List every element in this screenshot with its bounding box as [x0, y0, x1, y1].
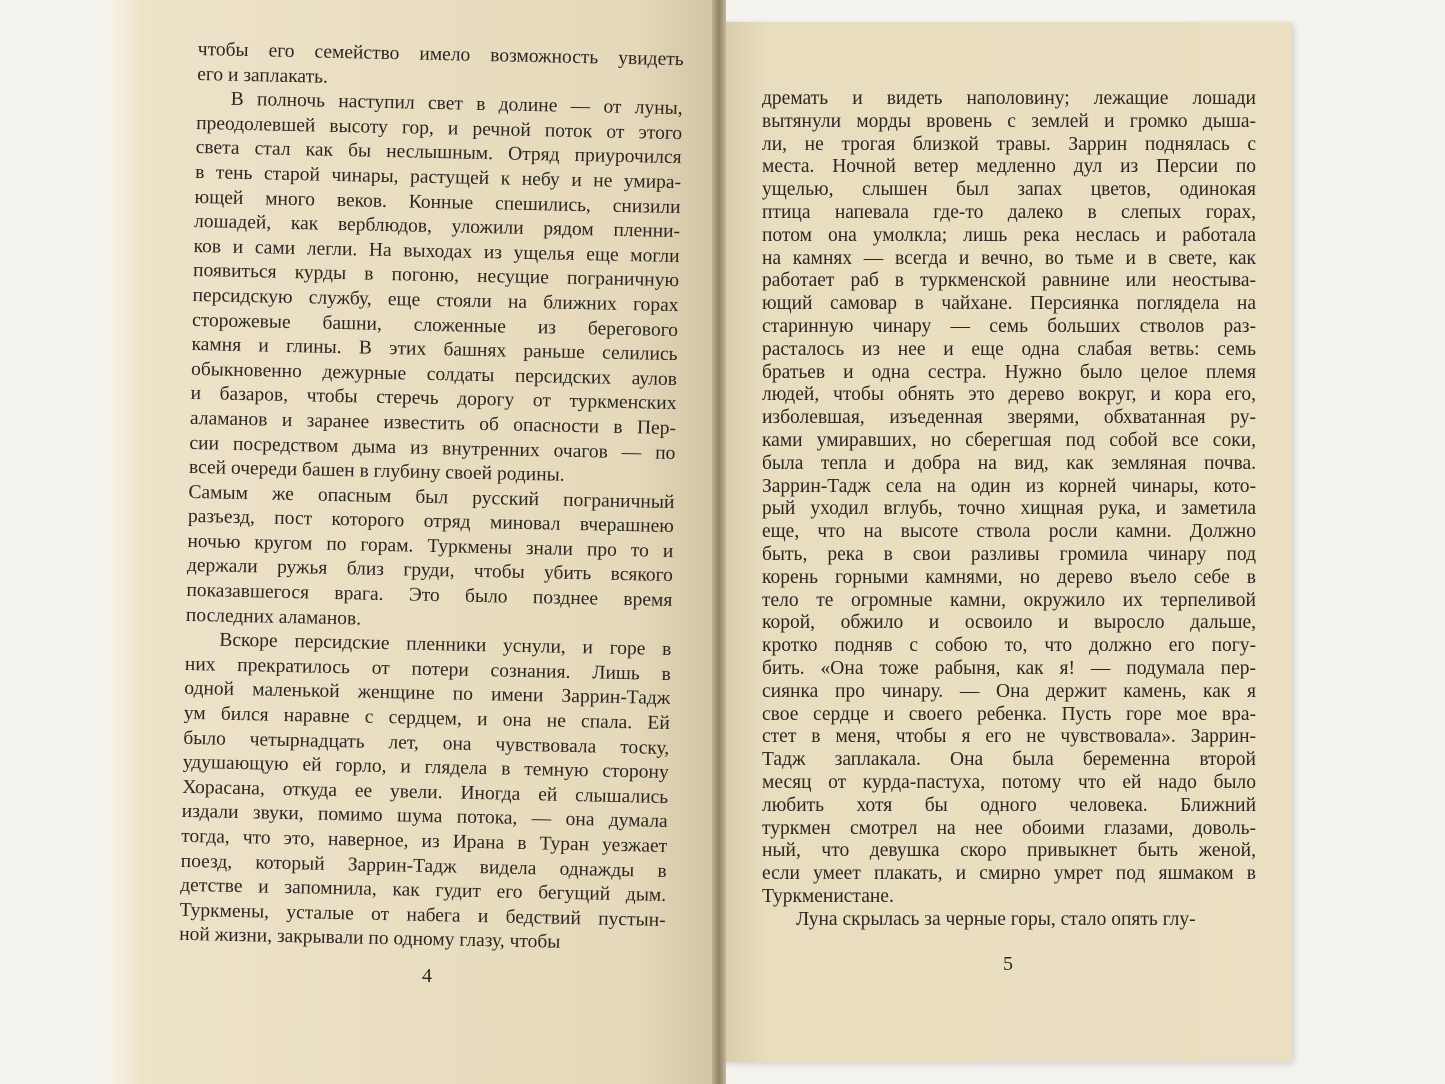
text-line: камня и глины. В этих башнях раньше селились: [191, 334, 678, 366]
text-line: обыкновенно дежурные солдаты персидских аулов: [190, 358, 678, 390]
text-line: последних аламанов.: [185, 604, 362, 630]
text-line: его и заплакать.: [197, 63, 329, 88]
text-line: расталось из нее и еще одна слабая ветвь: семь: [762, 338, 1256, 360]
text-line: птица напевала где-то далеко в слепых горах,: [762, 201, 1256, 223]
text-line: вытянули морды вровень с землей и громко дыша-: [762, 110, 1256, 132]
text-line: показавшегося врага. Это было позднее время: [186, 579, 673, 612]
text-line: ум бился наравне с сердцем, и она не спала. Ей: [183, 702, 670, 735]
text-line: любить хотя бы одного человека. Ближний: [762, 794, 1256, 816]
text-line: ущелью, слышен был запах цветов, одинокая: [762, 179, 1256, 201]
text-line: Туркменистане.: [762, 885, 894, 907]
text-line: персидскую службу, еще стояли на ближних горах: [192, 284, 679, 317]
text-line: Тадж заплакала. Она была беременна второй: [762, 749, 1256, 771]
text-line: дремать и видеть наполовину; лежащие лошади: [762, 88, 1256, 109]
text-line: ли, не трогая близкой травы. Заррин поднялась с: [762, 133, 1256, 155]
text-line: Вскоре персидские пленники уснули, и горе в: [219, 629, 672, 661]
text-line: держали ружья близ груди, чтобы убить всякого: [186, 555, 674, 587]
text-line: всей очереди башен в глубину своей родины.: [188, 457, 565, 486]
text-line: ками умиравших, но сберегшая под собой все соки,: [762, 429, 1256, 451]
text-line: ночью кругом по горам. Туркмены знали про то и: [187, 530, 674, 562]
text-line: людей, чтобы обнять это дерево вокруг, и кора его,: [762, 384, 1256, 406]
text-line: света стал как бы неслышным. Отряд приурочился: [195, 137, 682, 169]
text-line: месяц от курда-пастуха, потому что ей надо было: [762, 771, 1256, 793]
text-line: Луна скрылась за черные горы, стало опять глу-: [796, 908, 1196, 930]
text-line: работает раб в туркменской равнине или неостыва-: [762, 270, 1256, 292]
text-line: ный, что девушка скоро привыкнет быть женой,: [762, 840, 1256, 862]
text-line: бить. «Она тоже рабыня, как я! — подумала пер-: [762, 657, 1256, 679]
text-line: сторожевые башни, сложенные из берегового: [191, 309, 679, 341]
text-line: в тень старой чинары, растущей к небу и не умира-: [194, 161, 682, 194]
text-line: Хорасана, откуда ее увели. Иногда ей слышались: [182, 776, 669, 808]
text-line: старинную чинару — семь больших стволов раз-: [762, 315, 1256, 337]
text-line: поезд, который Заррин-Тадж видела однажды в: [180, 850, 667, 882]
text-line: потом она умолкла; лишь река неслась и работала: [762, 224, 1256, 246]
text-line: изболевшая, изъеденная зверями, обхватанная ру-: [762, 407, 1256, 429]
text-line: ков и сами легли. На выходах из ущелья еще могли: [193, 235, 680, 267]
left-page-text: [179, 38, 684, 958]
text-line: корой, обжило и освоило и выросло дальше,: [762, 612, 1256, 634]
text-line: и базаров, чтобы стеречь дорогу от туркменских: [190, 383, 677, 415]
text-line: на камнях — всегда и вечно, во тьме и в свете, как: [762, 247, 1256, 269]
text-line: удушающую ей горло, и глядела в темную сторону: [182, 752, 669, 784]
text-line: разъезд, пост которого отряд миновал вчерашнею: [187, 506, 675, 538]
text-line: одной маленькой женщине по имени Заррин-Тадж: [184, 678, 671, 710]
text-line: места. Ночной ветер медленно дул из Персии по: [762, 156, 1256, 178]
text-line: стет в меня, чтобы я его не чувствовала». Заррин-: [762, 726, 1256, 748]
text-line: братьев и одна сестра. Нужно было целое племя: [762, 361, 1256, 383]
text-line: было четырнадцать лет, она чувствовала тоску,: [183, 727, 670, 759]
text-line: быть, река в свои разливы громила чинару под: [762, 543, 1256, 565]
text-line: еще, что на высоте ствола росли камни. Должно: [762, 521, 1256, 543]
text-line: рый уходил вглубь, точно хищная рука, и заметила: [762, 498, 1256, 520]
page-number-right: 5: [1003, 953, 1013, 975]
text-line: детстве и запомнила, как гудит его бегущий дым.: [180, 875, 667, 907]
text-line: Заррин-Тадж села на один из корней чинары, кото-: [762, 475, 1256, 497]
text-line: туркмен смотрел на нее обоими глазами, доволь-: [762, 817, 1256, 839]
text-line: В полночь наступил свет в долине — от луны,: [230, 88, 683, 120]
text-line: тогда, что это, наверное, из Ирана в Туран уезжает: [181, 825, 668, 858]
text-line: если умеет плакать, и смирно умрет под яшмаком в: [762, 863, 1256, 885]
text-line: них прекратилось от потери сознания. Лишь в: [184, 653, 671, 685]
text-line: Самым же опасным был русский пограничный: [188, 481, 675, 513]
page-number-left: 4: [422, 965, 432, 987]
text-line: появиться курды в погоню, несущие пограничную: [192, 260, 680, 292]
text-line: свое сердце и своего ребенка. Пусть горе мое вра-: [762, 703, 1256, 725]
text-line: корень горными камнями, но дерево въело себе в: [762, 566, 1256, 588]
text-line: кротко подняв с собою то, что должно его погу-: [762, 635, 1256, 657]
text-line: сии посредством дыма из внутренних очагов — по: [189, 432, 676, 464]
right-page-text: [762, 88, 1256, 931]
text-line: была тепла и добра на вид, как земляная почва.: [762, 452, 1256, 474]
text-line: лошадей, как верблюдов, уложили рядом пленни-: [193, 211, 681, 243]
text-line: Туркмены, усталые от набега и бедствий пустын-: [179, 899, 666, 931]
text-line: ющий самовар в чайхане. Персиянка поглядела на: [762, 293, 1256, 315]
text-line: чтобы его семейство имело возможность увидеть: [197, 38, 684, 71]
text-line: тело те огромные камни, окружило их терпеливой: [762, 589, 1256, 611]
text-line: издали звуки, помимо шума потока, — она думала: [181, 801, 668, 833]
text-line: преодолевшей высоту гор, и речной поток от этого: [195, 112, 683, 144]
text-line: сиянка про чинару. — Она держит камень, как я: [762, 680, 1256, 702]
text-line: ющей много веков. Конные спешились, снизили: [194, 186, 681, 218]
text-line: аламанов и заранее известить об опасности в Пер-: [189, 407, 677, 439]
book-gutter: [712, 0, 726, 1084]
text-line: ной жизни, закрывали по одному глазу, чтобы: [178, 924, 561, 954]
